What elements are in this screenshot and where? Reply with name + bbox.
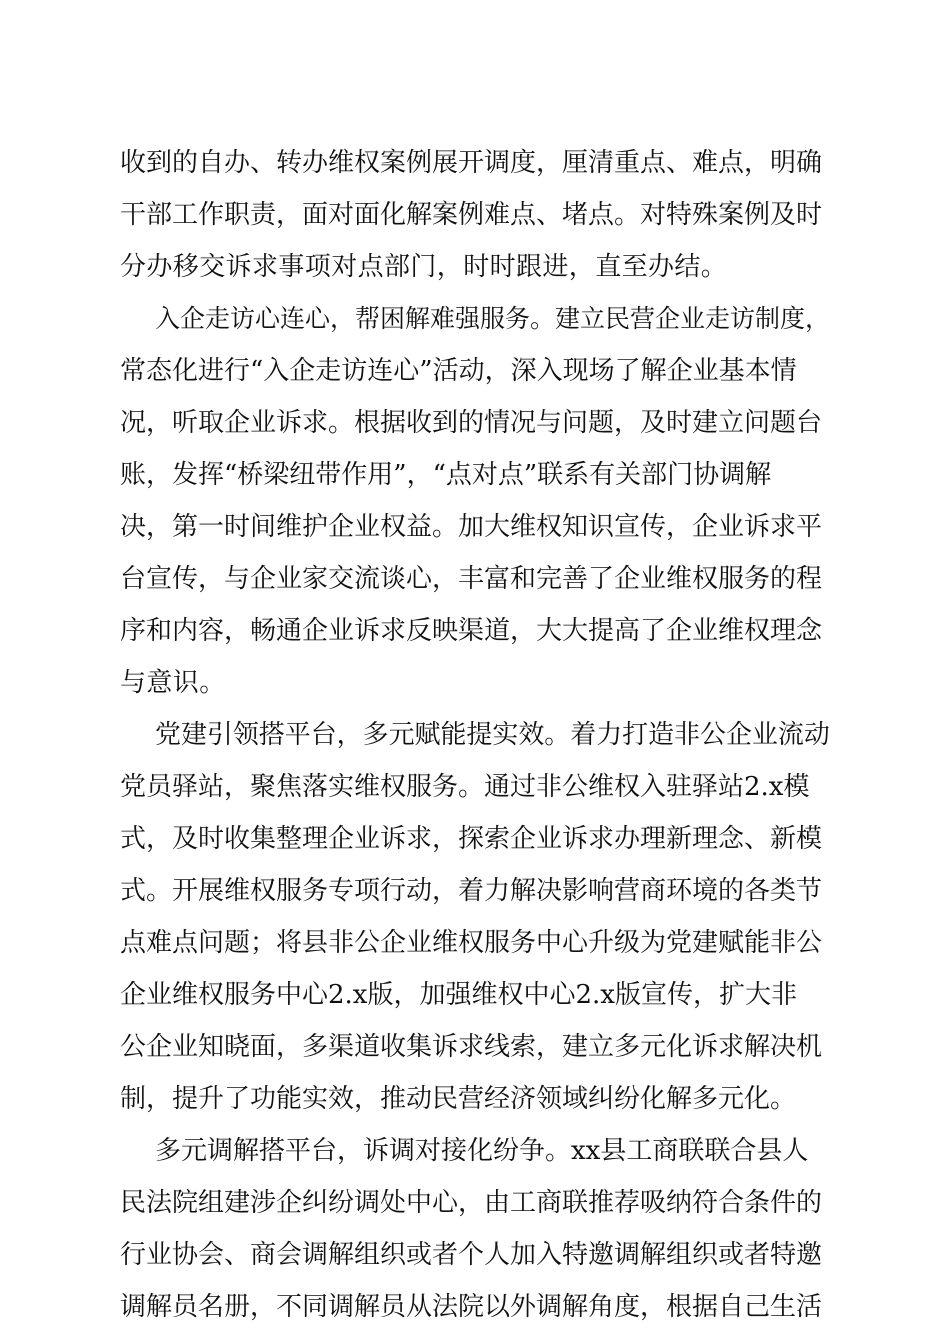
text-line: 调解员名册，不同调解员从法院以外调解角度，根据自己生活 [120, 1292, 823, 1322]
text-line: 行业协会、商会调解组织或者个人加入特邀调解组织或者特邀 [120, 1240, 823, 1270]
text-line: 式。开展维权服务专项行动，着力解决影响营商环境的各类节 [120, 876, 823, 906]
text-line: 公企业知晓面，多渠道收集诉求线索，建立多元化诉求解决机 [120, 1032, 823, 1062]
text-line: 点难点问题；将县非公企业维权服务中心升级为党建赋能非公 [120, 928, 823, 958]
text-line: 账，发挥“桥梁纽带作用”，“点对点”联系有关部门协调解 [120, 460, 772, 490]
text-line: 党员驿站，聚焦落实维权服务。通过非公维权入驻驿站2.x模 [120, 772, 810, 802]
text-line: 分办移交诉求事项对点部门，时时跟进，直至办结。 [120, 252, 728, 282]
text-line: 序和内容，畅通企业诉求反映渠道，大大提高了企业维权理念 [120, 616, 823, 646]
text-line: 制，提升了功能实效，推动民营经济领域纠纷化解多元化。 [120, 1084, 797, 1114]
text-line: 收到的自办、转办维权案例展开调度，厘清重点、难点，明确 [120, 148, 823, 178]
text-line: 与意识。 [120, 668, 226, 698]
paragraph-lead-line: 多元调解搭平台，诉调对接化纷争。xx县工商联联合县人 [155, 1136, 809, 1166]
text-line: 况，听取企业诉求。根据收到的情况与问题，及时建立问题台 [120, 408, 823, 438]
text-line: 式，及时收集整理企业诉求，探索企业诉求办理新理念、新模 [120, 824, 823, 854]
text-line: 企业维权服务中心2.x版，加强维权中心2.x版宣传，扩大非 [120, 980, 797, 1010]
text-line: 决，第一时间维护企业权益。加大维权知识宣传，企业诉求平 [120, 512, 823, 542]
paragraph-lead-line: 入企走访心连心，帮困解难强服务。建立民营企业走访制度， [155, 304, 831, 333]
paragraph-lead-line: 党建引领搭平台，多元赋能提实效。着力打造非公企业流动 [155, 720, 830, 750]
text-line: 常态化进行“入企走访连心”活动，深入现场了解企业基本情 [120, 356, 797, 386]
text-line: 台宣传，与企业家交流谈心，丰富和完善了企业维权服务的程 [120, 564, 823, 594]
text-line: 民法院组建涉企纠纷调处中心，由工商联推荐吸纳符合条件的 [120, 1188, 823, 1218]
text-line: 干部工作职责，面对面化解案例难点、堵点。对特殊案例及时 [120, 200, 823, 230]
